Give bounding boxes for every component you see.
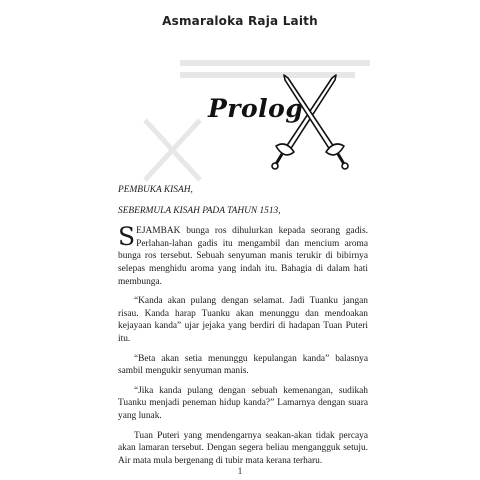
chapter-title: Prolog <box>208 94 304 123</box>
intro-line: PEMBUKA KISAH, <box>118 185 193 195</box>
paragraph: “Kanda akan pulang dengan selamat. Jadi Tuanku jangan risau. Kanda harap Tuanku akan menunggu dan mendoakan kejayaan kanda” ujar jejaka yang berdiri di hadapan Tuan Puteri itu. <box>118 296 368 344</box>
page-number: 1 <box>237 466 243 476</box>
chapter-heading <box>200 70 360 170</box>
paragraph-text: EJAMBAK bunga ros dihulurkan kepada seorang gadis. Perlahan-lahan gadis itu mengambil dan mencium aroma bunga ros tersebut. Sebuah senyuman manis terukir di bibirnya selepas menghidu aroma yang indah itu. Bahagia di dalam hati membunga. <box>118 226 368 287</box>
running-head: Asmaraloka Raja Laith <box>162 14 318 28</box>
crossed-swords-icon <box>270 70 350 170</box>
paragraph: “Jika kanda pulang dengan sebuah kemenangan, sudikah Tuanku menjadi peneman hidup kanda?” Lamarnya dengan suara yang lunak. <box>118 385 368 421</box>
paragraph: “Beta akan setia menunggu kepulangan kanda” balasnya sambil mengukir senyuman manis. <box>118 353 368 377</box>
paragraph <box>118 222 368 288</box>
drop-cap: S <box>118 222 136 252</box>
prologue-text <box>118 184 368 474</box>
intro-line: SEBERMULA KISAH PADA TAHUN 1513, <box>118 205 281 216</box>
paragraph: Tuan Puteri yang mendengarnya seakan-akan tidak percaya akan lamaran tersebut. Dengan segera beliau mengangguk setuju. Air mata mula bergenang di tubir mata kerana terharu. <box>118 430 368 466</box>
